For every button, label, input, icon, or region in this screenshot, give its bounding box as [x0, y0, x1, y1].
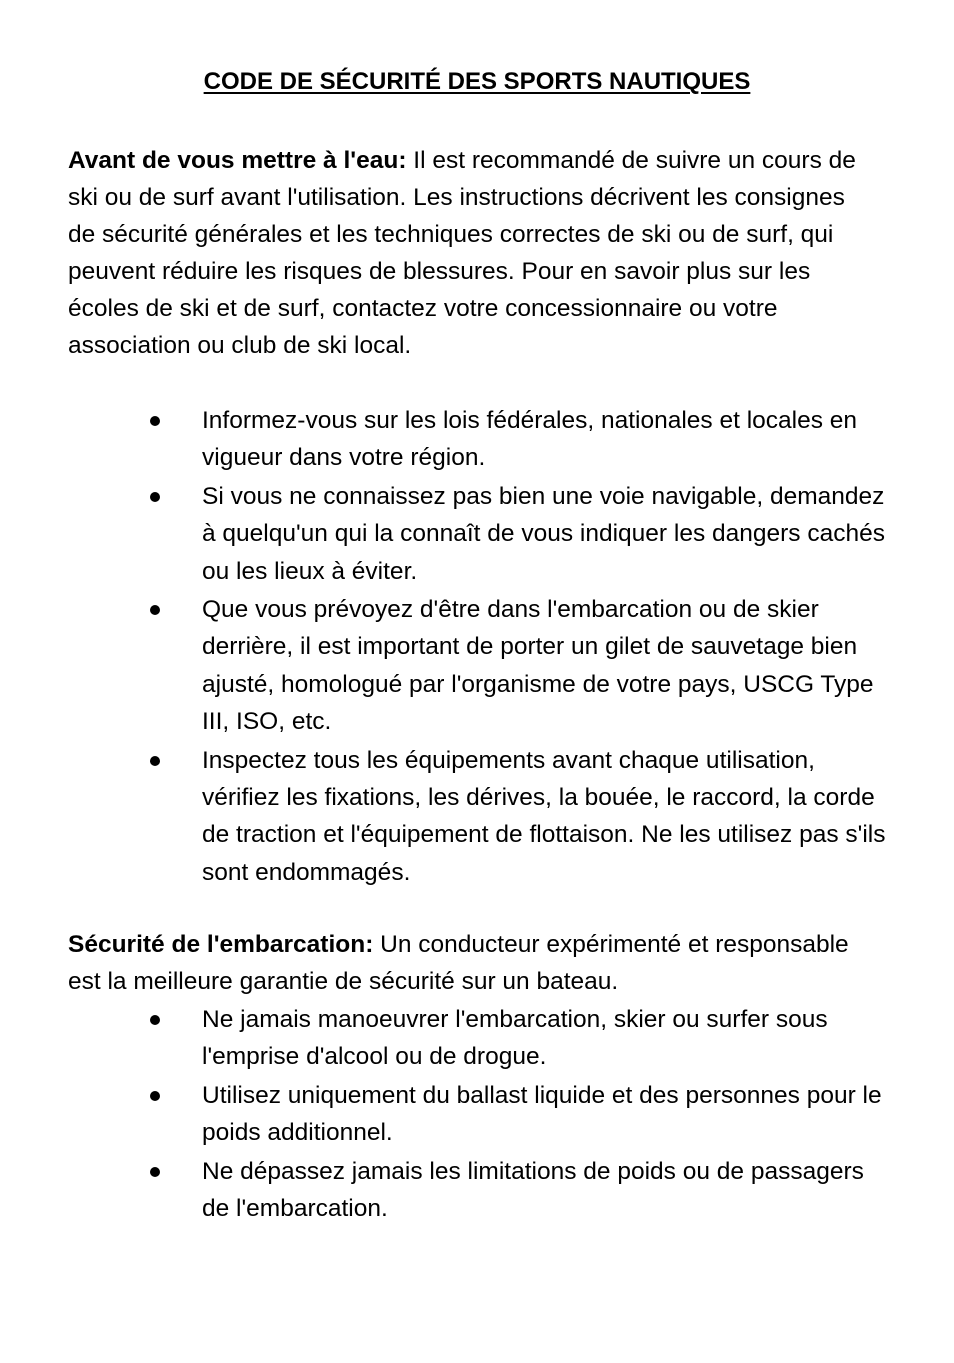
list-item	[0, 478, 892, 590]
intro-paragraph-before-water	[68, 142, 868, 364]
bullet-text: Inspectez tous les équipements avant chaque utilisation, vérifiez les fixations, les dérives, la bouée, le raccord, la corde de traction et l'équipement de flottaison. Ne les utilisez pas s'ils sont endommagés.	[202, 746, 886, 886]
list-item	[0, 1077, 892, 1152]
bullet-dot-icon	[150, 492, 160, 502]
bullet-dot-icon	[150, 1091, 160, 1101]
list-item	[0, 591, 892, 741]
list-item	[0, 1153, 892, 1228]
bullet-dot-icon	[150, 605, 160, 615]
bullet-dot-icon	[150, 1015, 160, 1025]
page-title: CODE DE SÉCURITÉ DES SPORTS NAUTIQUES	[203, 68, 751, 95]
section-heading-before-water: Avant de vous mettre à l'eau:	[68, 147, 407, 174]
intro-paragraph-boat-safety	[68, 926, 868, 1000]
bullet-text: Ne dépassez jamais les limitations de poids ou de passagers de l'embarcation.	[202, 1157, 864, 1223]
bullet-text: Utilisez uniquement du ballast liquide et des personnes pour le poids additionnel.	[202, 1081, 882, 1147]
bullet-text: Informez-vous sur les lois fédérales, nationales et locales en vigueur dans votre région.	[202, 407, 858, 472]
bullet-dot-icon	[150, 416, 160, 426]
bullet-text: Si vous ne connaissez pas bien une voie navigable, demandez à quelqu'un qui la connaît de vous indiquer les dangers cachés ou les lieux à éviter.	[202, 482, 885, 585]
bullet-list-before-water	[0, 402, 954, 892]
section-heading-boat-safety: Sécurité de l'embarcation:	[68, 931, 374, 958]
section-body-before-water: Il est recommandé de suivre un cours de ski ou de surf avant l'utilisation. Les instructions décrivent les consignes de sécurité générales et les techniques correctes de ski ou de surf, qui peuvent réduire les risques de blessures. Pour en savoir plus sur les écoles de ski et de surf, contactez votre concessionnaire ou votre association ou club de ski local.	[68, 147, 856, 359]
list-item	[0, 402, 892, 477]
bullet-list-boat-safety	[0, 1001, 954, 1228]
section-body-boat-safety: Un conducteur expérimenté et responsable est la meilleure garantie de sécurité sur un bateau.	[68, 931, 849, 995]
bullet-dot-icon	[150, 756, 160, 766]
list-item	[0, 1001, 892, 1076]
list-item	[0, 742, 892, 892]
bullet-text: Ne jamais manoeuvrer l'embarcation, skier ou surfer sous l'emprise d'alcool ou de drogue.	[202, 1006, 828, 1071]
bullet-text: Que vous prévoyez d'être dans l'embarcation ou de skier derrière, il est important de porter un gilet de sauvetage bien ajusté, homologué par l'organisme de votre pays, USCG Type III, ISO, etc.	[202, 596, 874, 736]
bullet-dot-icon	[150, 1167, 160, 1177]
